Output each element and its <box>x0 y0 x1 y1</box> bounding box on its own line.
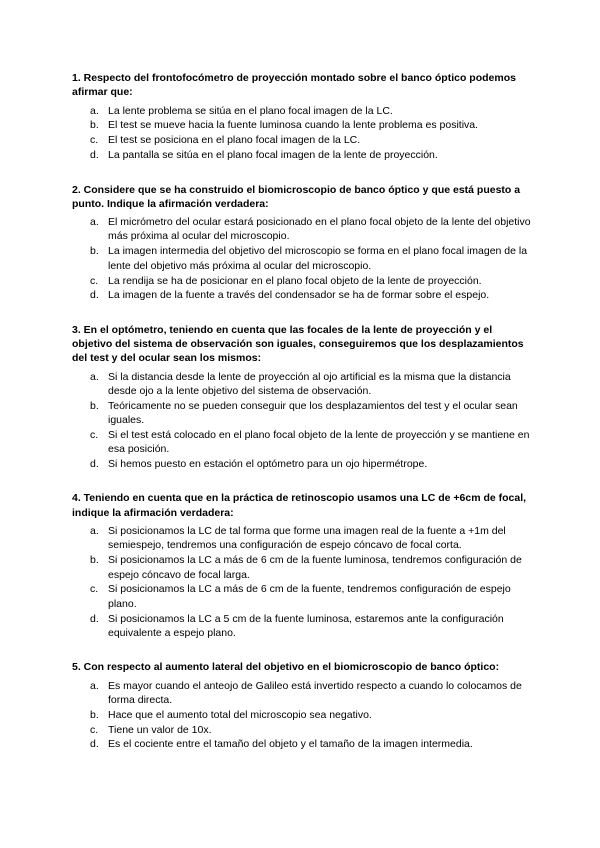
option-text: El test se posiciona en el plano focal imagen de la LC. <box>108 134 361 147</box>
option-text: La imagen intermedia del objetivo del microscopio se forma en el plano focal imagen de la lente del objetivo más próxima al ocular del microscopio. <box>108 245 528 272</box>
option-text: Si la distancia desde la lente de proyección al ojo artificial es la misma que la distancia desde ojo a la lente objetivo del sistema de observación. <box>108 370 511 397</box>
option-b <box>72 553 532 582</box>
option-text: La pantalla se sitúa en el plano focal imagen de la lente de proyección. <box>108 149 438 162</box>
question-text: 2. Considere que se ha construido el biomicroscopio de banco óptico y que está puesto a punto. Indique la afirmación verdadera: <box>72 183 521 210</box>
option-text: Si posicionamos la LC a 5 cm de la fuente luminosa, estaremos ante la configuración equivalente a espejo plano. <box>108 612 504 639</box>
option-letter: c. <box>90 583 99 596</box>
option-text: Hace que el aumento total del microscopio sea negativo. <box>108 708 372 721</box>
question-1 <box>72 71 532 163</box>
option-letter: d. <box>90 612 99 625</box>
question-2 <box>72 183 532 303</box>
question-text: 4. Teniendo en cuenta que en la práctica de retinoscopio usamos una LC de +6cm de focal, indique la afirmación verdadera: <box>72 492 527 519</box>
option-letter: b. <box>90 245 99 258</box>
option-d <box>72 457 532 471</box>
option-letter: a. <box>90 679 99 692</box>
option-letter: c. <box>90 723 99 736</box>
option-text: La rendija se ha de posicionar en el plano focal objeto de la lente de proyección. <box>108 274 482 287</box>
option-a <box>72 524 532 553</box>
option-text: Tiene un valor de 10x. <box>108 723 212 736</box>
option-b <box>72 708 532 722</box>
option-a <box>72 679 532 708</box>
option-letter: a. <box>90 104 99 117</box>
option-c <box>72 133 532 147</box>
question-list <box>72 71 532 772</box>
option-letter: b. <box>90 708 99 721</box>
question-text: 3. En el optómetro, teniendo en cuenta que las focales de la lente de proyección y el objetivo del sistema de observación son iguales, conseguiremos que los desplazamientos del test y del ocular sean los mismos: <box>72 323 524 365</box>
option-c <box>72 723 532 737</box>
question-text: 5. Con respecto al aumento lateral del objetivo en el biomicroscopio de banco óptico: <box>72 661 500 674</box>
option-letter: d. <box>90 149 99 162</box>
option-text: Si posicionamos la LC a más de 6 cm de la fuente luminosa, tendremos configuración de espejo cóncavo de focal larga. <box>108 554 522 581</box>
option-list <box>72 524 532 640</box>
option-text: El micrómetro del ocular estará posicionado en el plano focal objeto de la lente del objetivo más próxima al ocular del microscopio. <box>108 216 531 243</box>
option-c <box>72 582 532 611</box>
option-letter: b. <box>90 119 99 132</box>
option-letter: d. <box>90 738 99 751</box>
option-d <box>72 737 532 751</box>
option-b <box>72 399 532 428</box>
option-text: Es mayor cuando el anteojo de Galileo está invertido respecto a cuando lo colocamos de forma directa. <box>108 679 522 706</box>
option-b <box>72 118 532 132</box>
question-text: 1. Respecto del frontofocómetro de proyección montado sobre el banco óptico podemos afirmar que: <box>72 72 516 99</box>
question-3 <box>72 323 532 472</box>
option-text: Si posicionamos la LC de tal forma que forme una imagen real de la fuente a +1m del semiespejo, tendremos una configuración de espejo cóncavo de focal corta. <box>108 525 506 552</box>
option-text: La lente problema se sitúa en el plano focal imagen de la LC. <box>108 104 393 117</box>
option-text: Si hemos puesto en estación el optómetro para un ojo hipermétrope. <box>108 458 428 471</box>
question-4 <box>72 491 532 640</box>
option-letter: a. <box>90 370 99 383</box>
option-a <box>72 370 532 399</box>
option-c <box>72 274 532 288</box>
option-letter: a. <box>90 525 99 538</box>
option-list <box>72 679 532 752</box>
question-5 <box>72 660 532 752</box>
option-d <box>72 148 532 162</box>
option-d <box>72 612 532 641</box>
option-text: Si posicionamos la LC a más de 6 cm de la fuente, tendremos configuración de espejo plano. <box>108 583 511 610</box>
option-text: Es el cociente entre el tamaño del objeto y el tamaño de la imagen intermedia. <box>108 738 473 751</box>
option-letter: d. <box>90 458 99 471</box>
option-text: La imagen de la fuente a través del condensador se ha de formar sobre el espejo. <box>108 289 490 302</box>
option-letter: c. <box>90 134 99 147</box>
option-text: Si el test está colocado en el plano focal objeto de la lente de proyección y se mantiene en esa posición. <box>108 428 530 456</box>
option-a <box>72 104 532 118</box>
option-list <box>72 215 532 303</box>
option-letter: b. <box>90 554 99 567</box>
option-list <box>72 104 532 163</box>
option-letter: a. <box>90 216 99 229</box>
option-text: El test se mueve hacia la fuente luminosa cuando la lente problema es positiva. <box>108 119 479 132</box>
option-text: Teóricamente no se pueden conseguir que los desplazamientos del test y el ocular sean iguales. <box>108 399 518 427</box>
option-d <box>72 288 532 302</box>
option-c <box>72 428 532 457</box>
option-letter: c. <box>90 428 99 441</box>
option-list <box>72 370 532 472</box>
option-b <box>72 244 532 273</box>
option-a <box>72 215 532 244</box>
option-letter: b. <box>90 399 99 412</box>
option-letter: d. <box>90 289 99 302</box>
option-letter: c. <box>90 274 99 287</box>
